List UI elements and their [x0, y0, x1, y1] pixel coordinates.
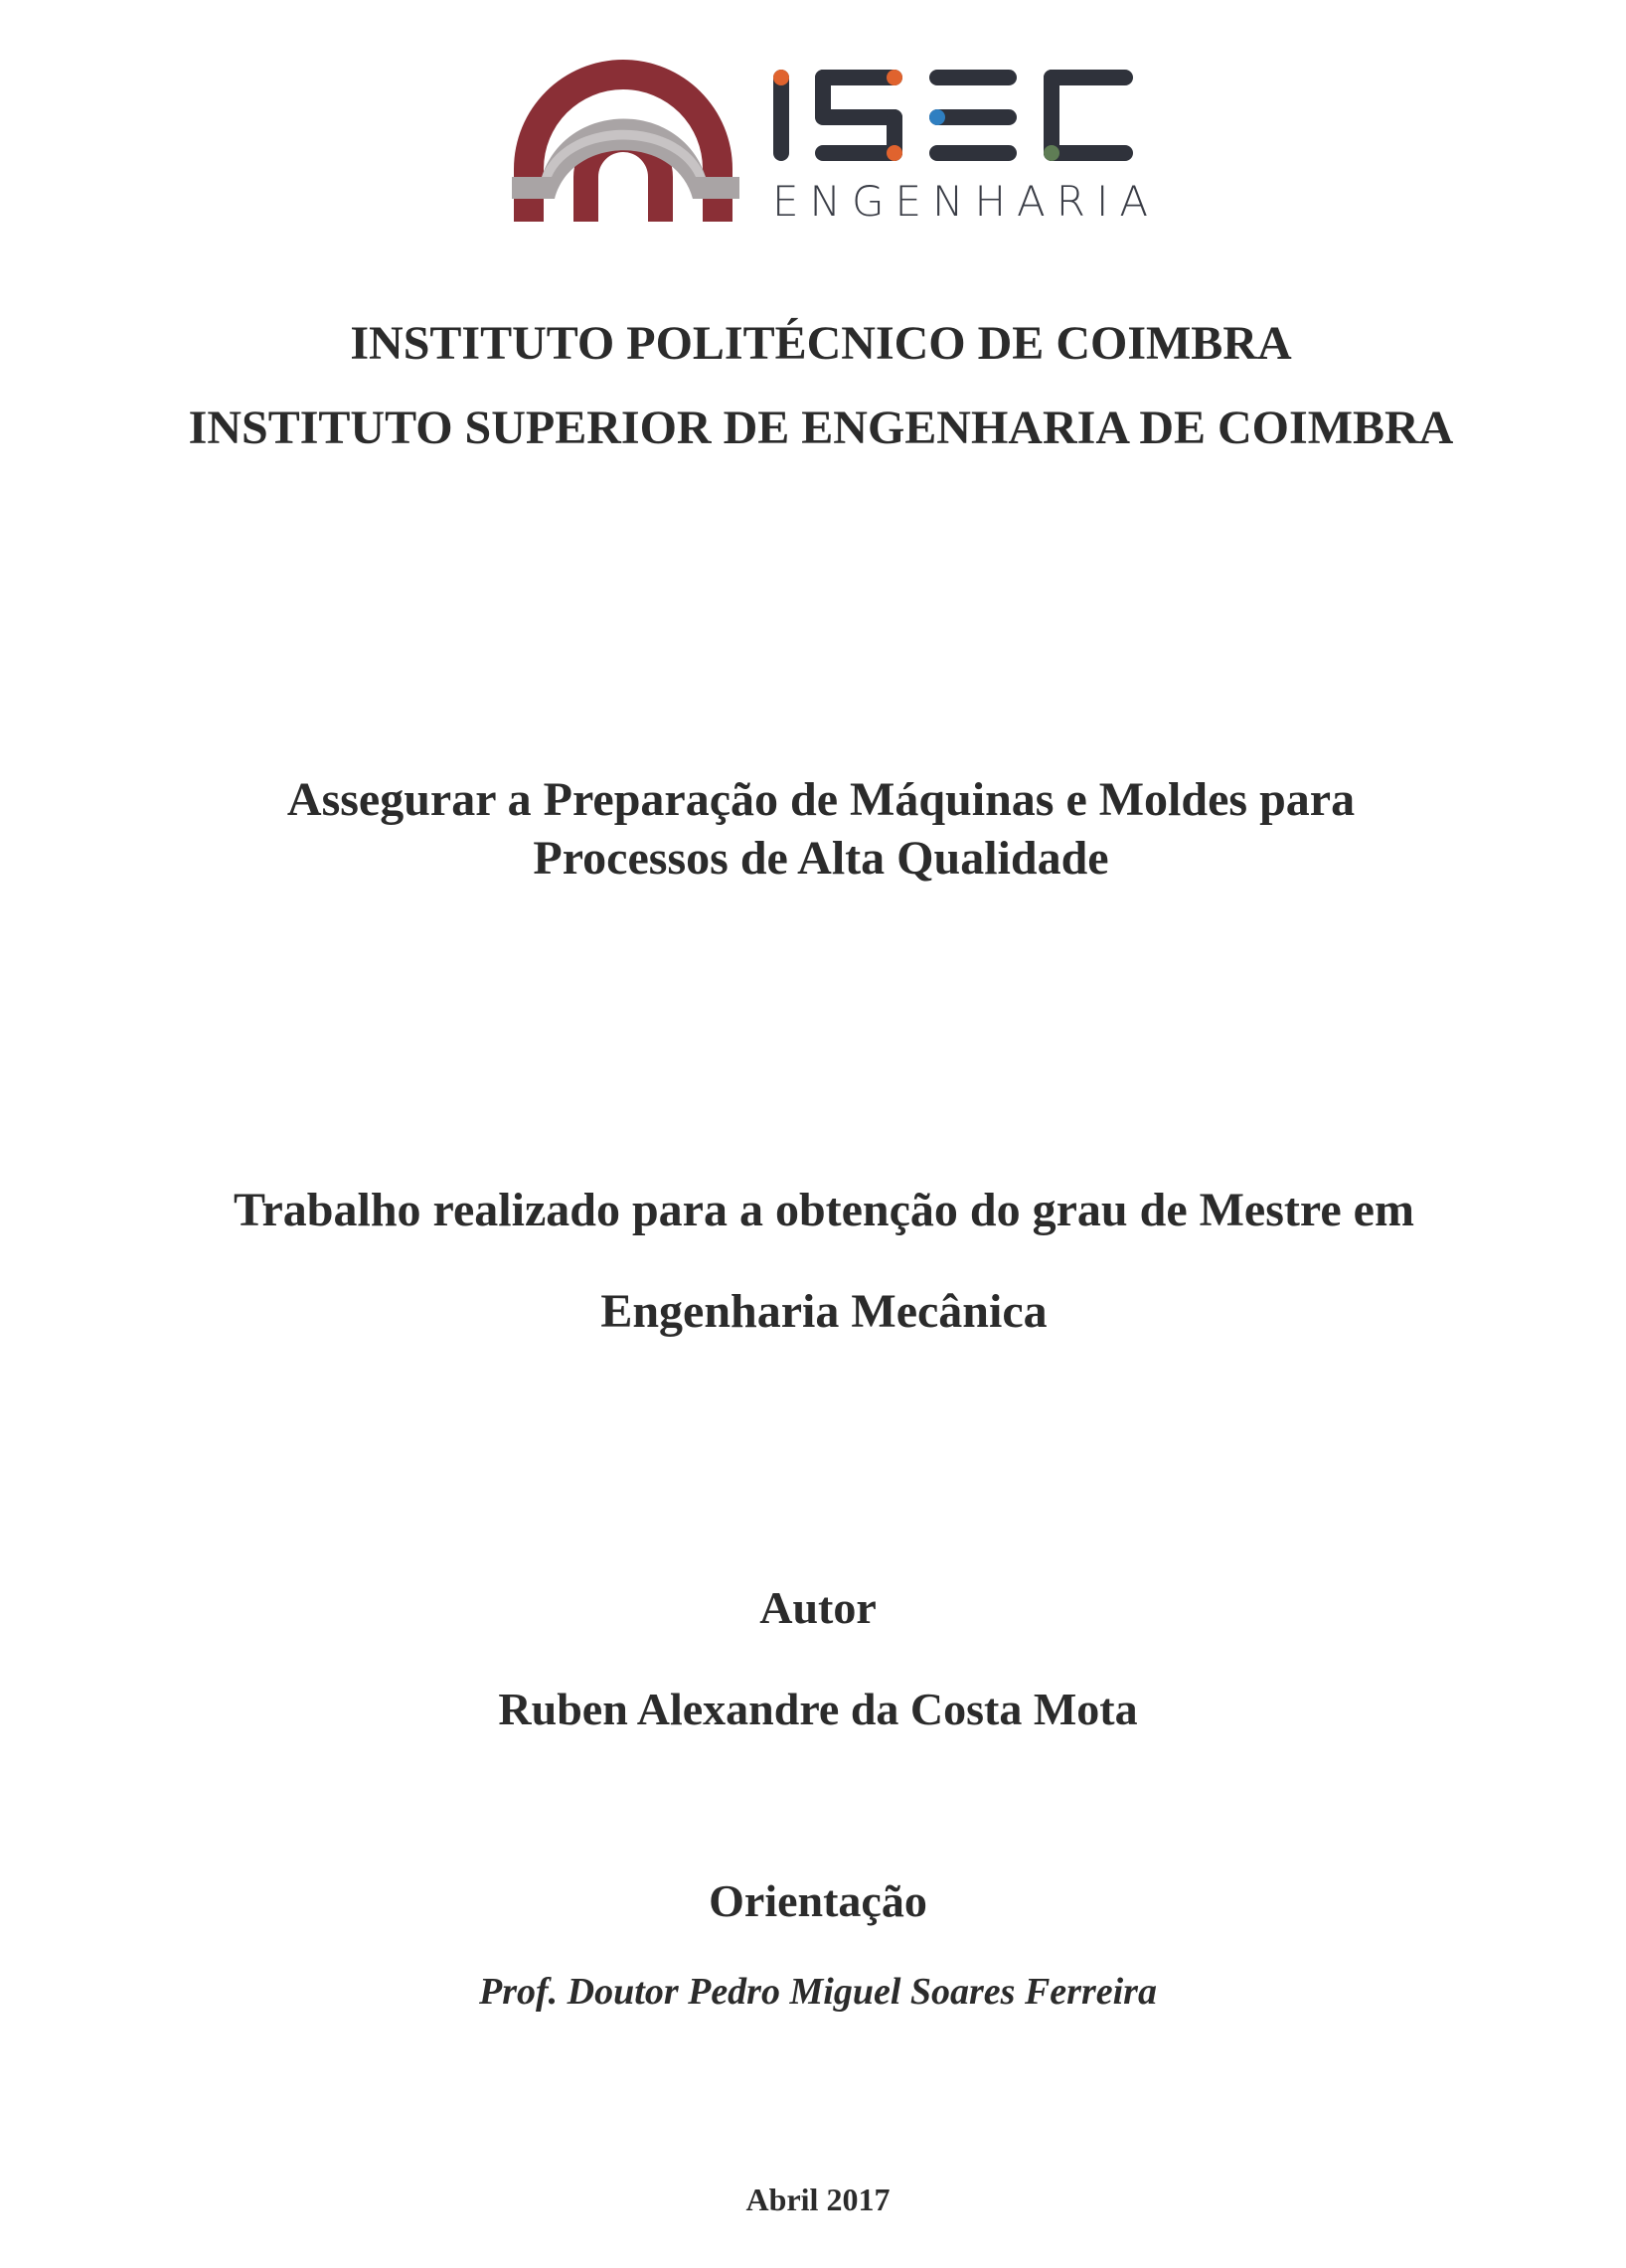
- thesis-title-line-1: Assegurar a Preparação de Máquinas e Moldes para: [286, 773, 1356, 826]
- author-label: Autor: [759, 1582, 877, 1633]
- dot-orange-i: [773, 70, 789, 85]
- dot-green-c: [1044, 145, 1059, 161]
- dot-orange-s: [887, 70, 902, 85]
- degree-line-2: Engenharia Mecânica: [600, 1285, 1048, 1338]
- logo-subtitle: ENGENHARIA: [772, 177, 1160, 226]
- author-name: Ruben Alexandre da Costa Mota: [498, 1684, 1138, 1734]
- institution-line-1: INSTITUTO POLITÉCNICO DE COIMBRA: [350, 317, 1292, 370]
- supervisor-name: Prof. Doutor Pedro Miguel Soares Ferreira: [479, 1971, 1157, 2013]
- isec-logo: [512, 60, 1160, 234]
- thesis-title-line-2: Processos de Alta Qualidade: [533, 832, 1109, 885]
- supervisor-label: Orientação: [709, 1875, 927, 1926]
- date: Abril 2017: [745, 2182, 891, 2217]
- dot-blue-e: [929, 109, 945, 125]
- degree-line-1: Trabalho realizado para a obtenção do grau de Mestre em: [234, 1184, 1414, 1236]
- institution-line-2: INSTITUTO SUPERIOR DE ENGENHARIA DE COIMBRA: [188, 402, 1454, 454]
